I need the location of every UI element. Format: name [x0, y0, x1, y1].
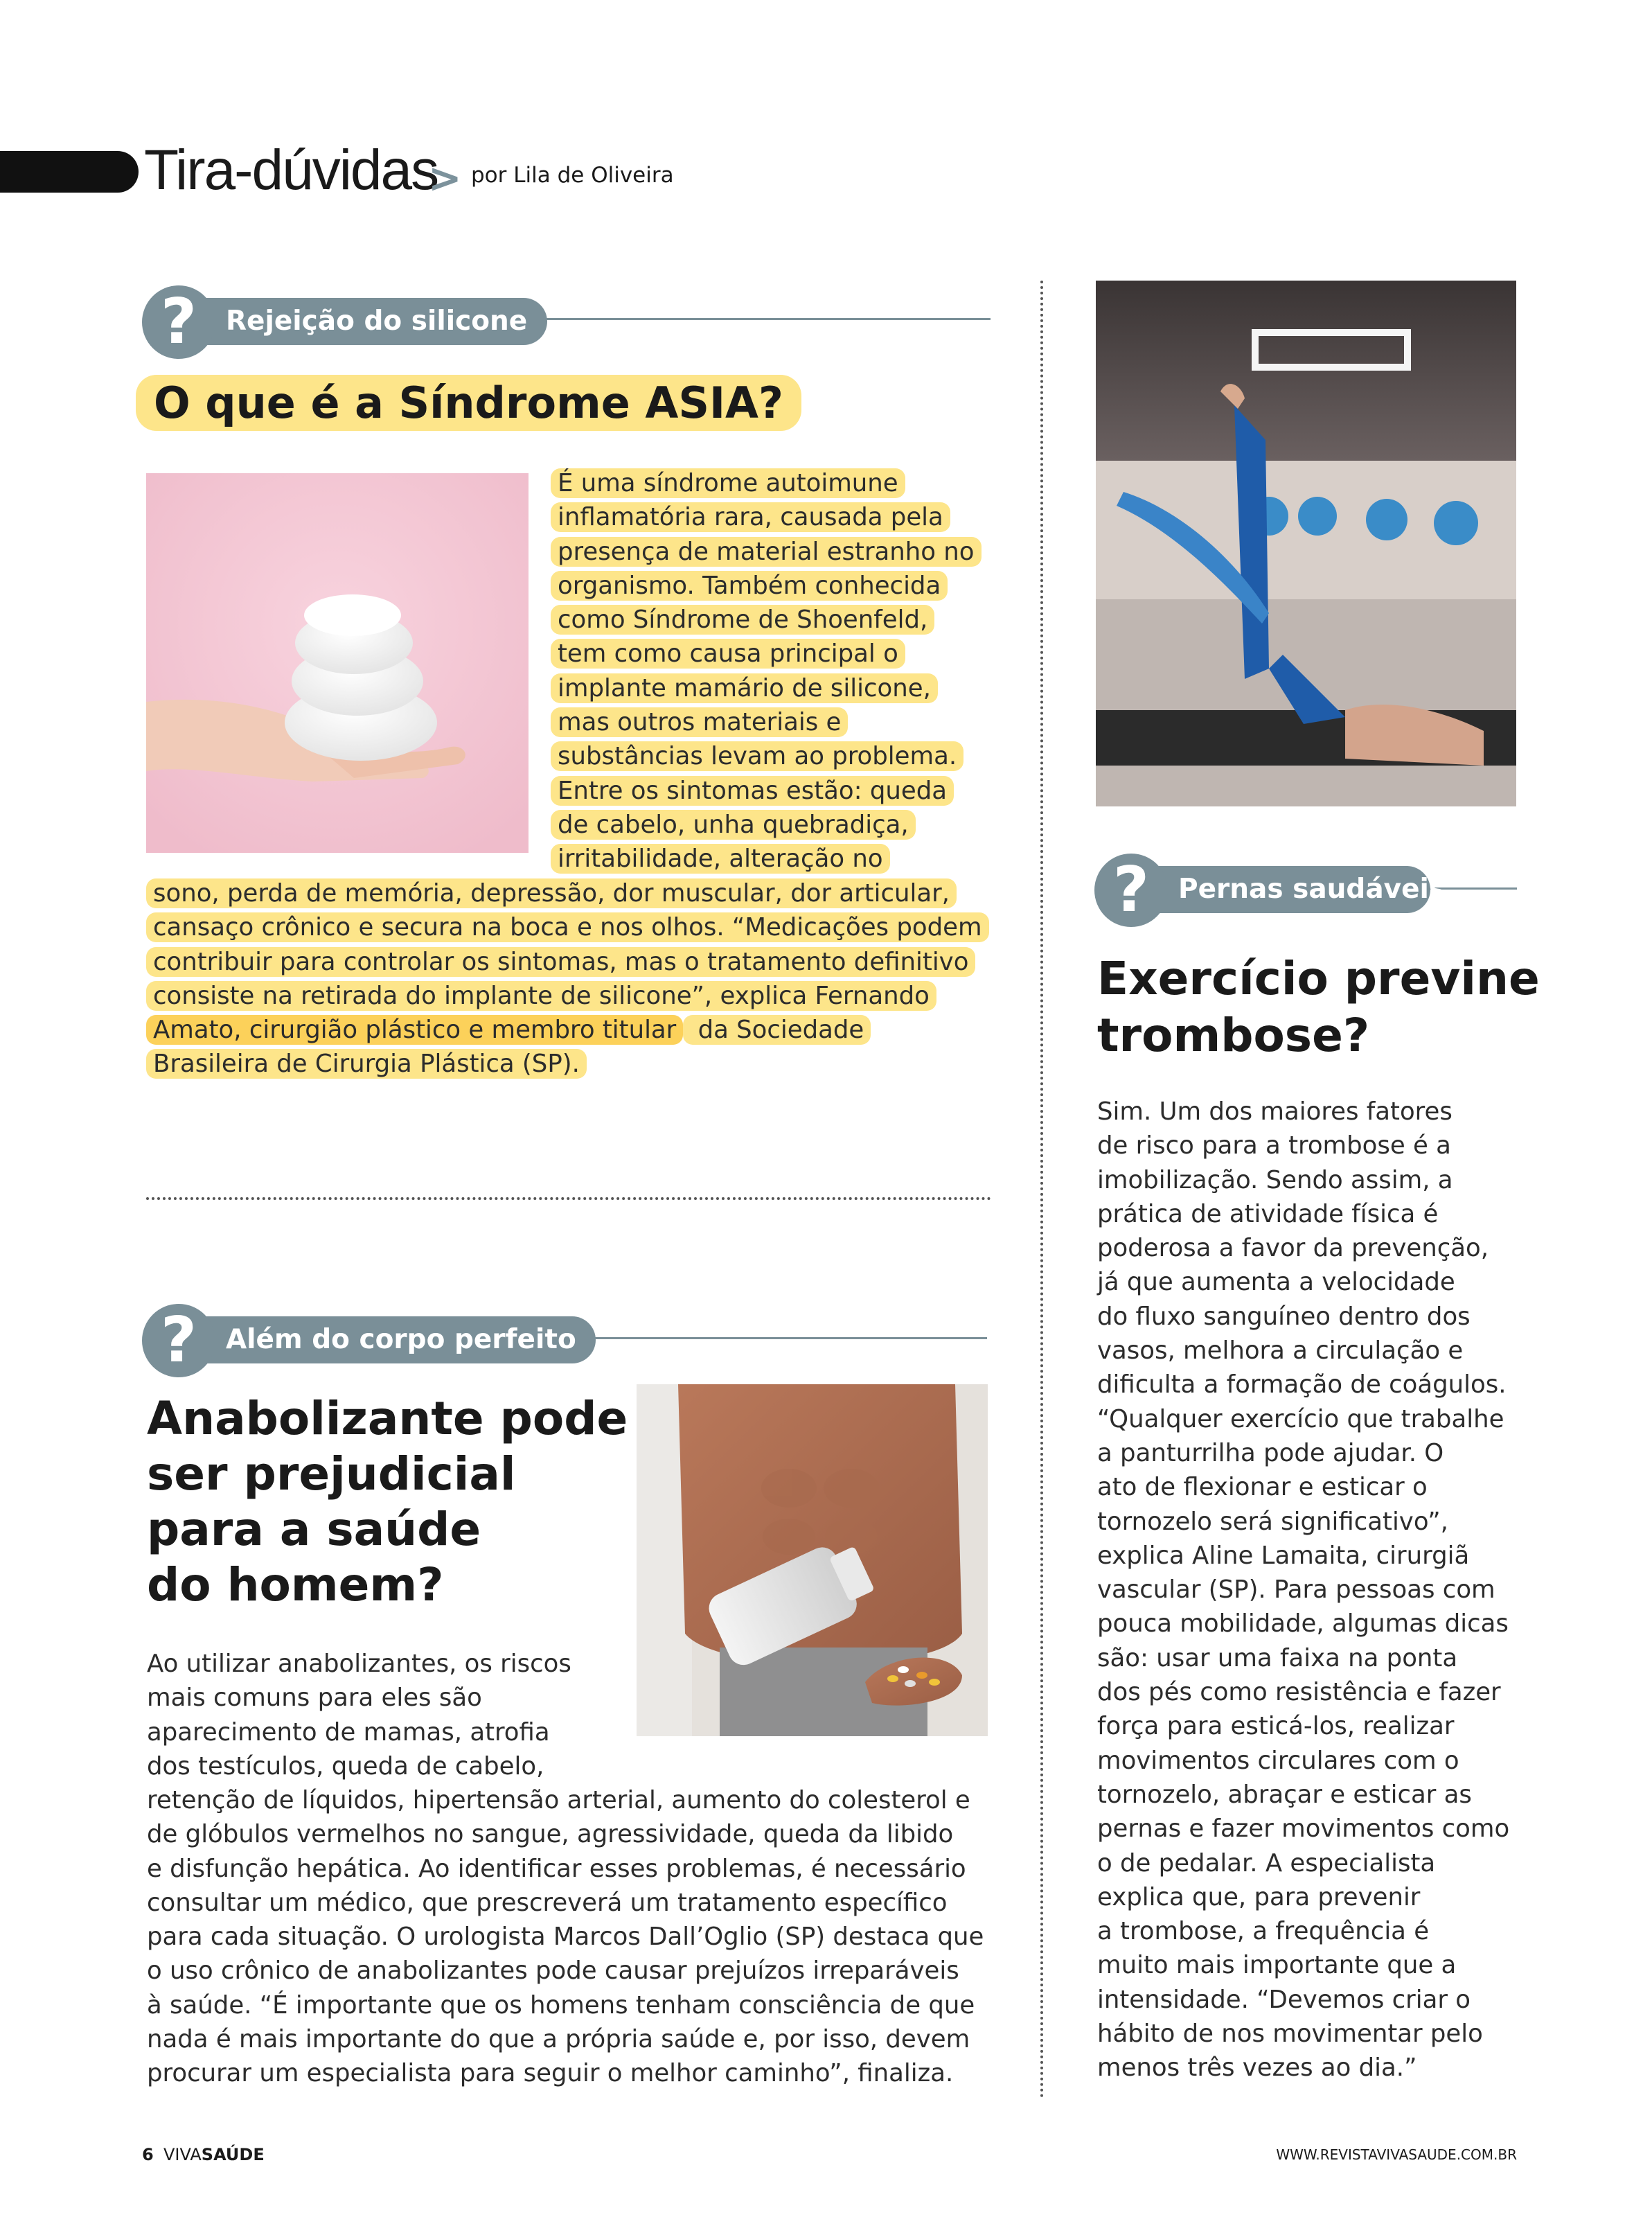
- text-line: intensidade. “Devemos criar o: [1097, 1985, 1471, 2014]
- section-tag: Pernas saudáveis: [1098, 866, 1430, 913]
- text-line: aparecimento de mamas, atrofia: [147, 1717, 550, 1747]
- tag-rule: [485, 318, 991, 320]
- text-line: organismo. Também conhecida: [551, 569, 994, 603]
- silicone-implant-photo: [146, 473, 529, 853]
- text-line: do fluxo sanguíneo dentro dos: [1097, 1302, 1471, 1331]
- text-line: contribuir para controlar os sintomas, mas o tratamento definitivo: [146, 945, 998, 979]
- text-line: cansaço crônico e secura na boca e nos olhos. “Medicações podem: [146, 910, 998, 944]
- page-number: 6: [142, 2145, 154, 2164]
- text-line: consiste na retirada do implante de silicone”, explica Fernando: [146, 979, 998, 1013]
- text-line: mas outros materiais e: [551, 705, 994, 739]
- text-line: Brasileira de Cirurgia Plástica (SP).: [146, 1047, 998, 1081]
- text-line: pouca mobilidade, algumas dicas: [1097, 1609, 1509, 1639]
- website-url: WWW.REVISTAVIVASAUDE.COM.BR: [1276, 2146, 1517, 2163]
- text-line: consultar um médico, que prescreverá um tratamento específico: [147, 1888, 948, 1917]
- text-line: É uma síndrome autoimune: [551, 466, 994, 500]
- text-line: hábito de nos movimentar pelo: [1097, 2020, 1483, 2049]
- text-line: “Qualquer exercício que trabalhe: [1097, 1404, 1504, 1433]
- section-tag: Rejeição do silicone: [145, 298, 547, 345]
- text-line: implante mamário de silicone,: [551, 671, 994, 705]
- text-line: tornozelo, abraçar e esticar as: [1097, 1780, 1472, 1809]
- headline-line: trombose?: [1097, 1009, 1370, 1062]
- man-holding-pill-bottle-icon: [637, 1384, 988, 1736]
- section-tag: Além do corpo perfeito: [145, 1316, 596, 1363]
- text-line: presença de material estranho no: [551, 535, 994, 569]
- column-separator: [1040, 281, 1043, 2099]
- header-bar-decoration: [0, 151, 139, 193]
- text-line: de cabelo, unha quebradiça,: [551, 808, 994, 842]
- text-line: Entre os sintomas estão: queda: [551, 774, 994, 808]
- question-mark-icon: ?: [1094, 854, 1168, 927]
- article-headline: [1097, 951, 1540, 1064]
- hand-holding-implants-icon: [146, 473, 529, 853]
- text-line: poderosa a favor da prevenção,: [1097, 1234, 1489, 1263]
- article1-full-text: [146, 876, 998, 1081]
- article2-full-text: [147, 1783, 999, 2091]
- text-line: irritabilidade, alteração no: [551, 842, 994, 876]
- text-line: dos testículos, queda de cabelo,: [147, 1751, 544, 1781]
- question-mark-icon: ?: [142, 1304, 215, 1377]
- brand-viva: VIVA: [163, 2145, 202, 2164]
- headline-line: para a saúde: [147, 1503, 481, 1556]
- text-line: dos pés como resistência e fazer: [1097, 1678, 1501, 1707]
- brand-logo: [163, 2146, 265, 2163]
- article-headline: [147, 1391, 628, 1613]
- article2-wrapped-text: [147, 1647, 625, 1783]
- text-line: Ao utilizar anabolizantes, os riscos: [147, 1650, 571, 1678]
- text-line: o de pedalar. A especialista: [1097, 1848, 1436, 1878]
- text-line: como Síndrome de Shoenfeld,: [551, 603, 994, 637]
- text-line: Sim. Um dos maiores fatores: [1097, 1097, 1453, 1126]
- byline: por Lila de Oliveira: [471, 163, 674, 188]
- text-line: procurar um especialista para seguir o melhor caminho”, finaliza.: [147, 2059, 954, 2088]
- text-line: tornozelo será significativo”,: [1097, 1507, 1448, 1536]
- headline-line: Exercício previne: [1097, 952, 1540, 1005]
- headline-line: do homem?: [147, 1558, 444, 1611]
- article-headline: [136, 378, 801, 428]
- text-line: nada é mais importante do que a própria saúde e, por isso, devem: [147, 2025, 970, 2054]
- section-title: Tira-dúvidas: [144, 139, 438, 202]
- text-line: prática de atividade física é: [1097, 1199, 1439, 1228]
- text-line: à saúde. “É importante que os homens tenham consciência de que: [147, 1990, 975, 2020]
- headline-line: ser prejudicial: [147, 1447, 516, 1501]
- article1-wrapped-text: [551, 466, 994, 876]
- text-line: movimentos circulares com o: [1097, 1746, 1459, 1775]
- text-line: a trombose, a frequência é: [1097, 1917, 1430, 1946]
- headline-line: Anabolizante pode: [147, 1392, 628, 1445]
- chevron-right-icon: >: [428, 154, 462, 202]
- text-line: substâncias levam ao problema.: [551, 739, 994, 773]
- text-line: explica Aline Lamaita, cirurgiã: [1097, 1541, 1470, 1570]
- text-line: menos três vezes ao dia.”: [1097, 2053, 1417, 2083]
- text-line: sono, perda de memória, depressão, dor muscular, dor articular,: [146, 876, 998, 910]
- text-line: inflamatória rara, causada pela: [551, 500, 994, 534]
- text-line: força para esticá-los, realizar: [1097, 1712, 1455, 1741]
- text-line: retenção de líquidos, hipertensão arterial, aumento do colesterol e: [147, 1786, 970, 1814]
- headline-text: O que é a Síndrome ASIA?: [136, 375, 801, 431]
- text-line: ato de flexionar e esticar o: [1097, 1473, 1428, 1502]
- dotted-separator: [146, 1197, 991, 1200]
- article3-text: [1097, 1095, 1520, 2085]
- question-mark-icon: ?: [142, 285, 215, 359]
- text-line: a panturrilha pode ajudar. O: [1097, 1438, 1444, 1467]
- text-line: vasos, melhora a circulação e: [1097, 1336, 1464, 1366]
- text-line: mais comuns para eles são: [147, 1684, 482, 1713]
- exercise-photo: [1096, 281, 1516, 806]
- text-line: de risco para a trombose é a: [1097, 1131, 1451, 1160]
- text-line: imobilização. Sendo assim, a: [1097, 1165, 1453, 1194]
- text-line: tem como causa principal o: [551, 637, 994, 671]
- text-line: dificulta a formação de coágulos.: [1097, 1370, 1507, 1399]
- brand-saude: SAÚDE: [201, 2145, 265, 2164]
- text-line: muito mais importante que a: [1097, 1951, 1457, 1980]
- text-line: Amato, cirurgião plástico e membro titular da Sociedade: [146, 1013, 998, 1047]
- man-with-pills-photo: [637, 1384, 988, 1736]
- woman-exercising-resistance-band-icon: [1096, 281, 1516, 806]
- text-line: para cada situação. O urologista Marcos Dall’Oglio (SP) destaca que: [147, 1923, 984, 1952]
- text-line: e disfunção hepática. Ao identificar esses problemas, é necessário: [147, 1854, 966, 1883]
- text-line: de glóbulos vermelhos no sangue, agressividade, queda da libido: [147, 1820, 954, 1849]
- text-line: já que aumenta a velocidade: [1097, 1268, 1455, 1297]
- text-line: explica que, para prevenir: [1097, 1882, 1421, 1911]
- text-line: pernas e fazer movimentos como: [1097, 1814, 1510, 1844]
- text-line: são: usar uma faixa na ponta: [1097, 1643, 1458, 1672]
- text-line: o uso crônico de anabolizantes pode causar prejuízos irreparáveis: [147, 1957, 959, 1986]
- text-line: vascular (SP). Para pessoas com: [1097, 1575, 1495, 1605]
